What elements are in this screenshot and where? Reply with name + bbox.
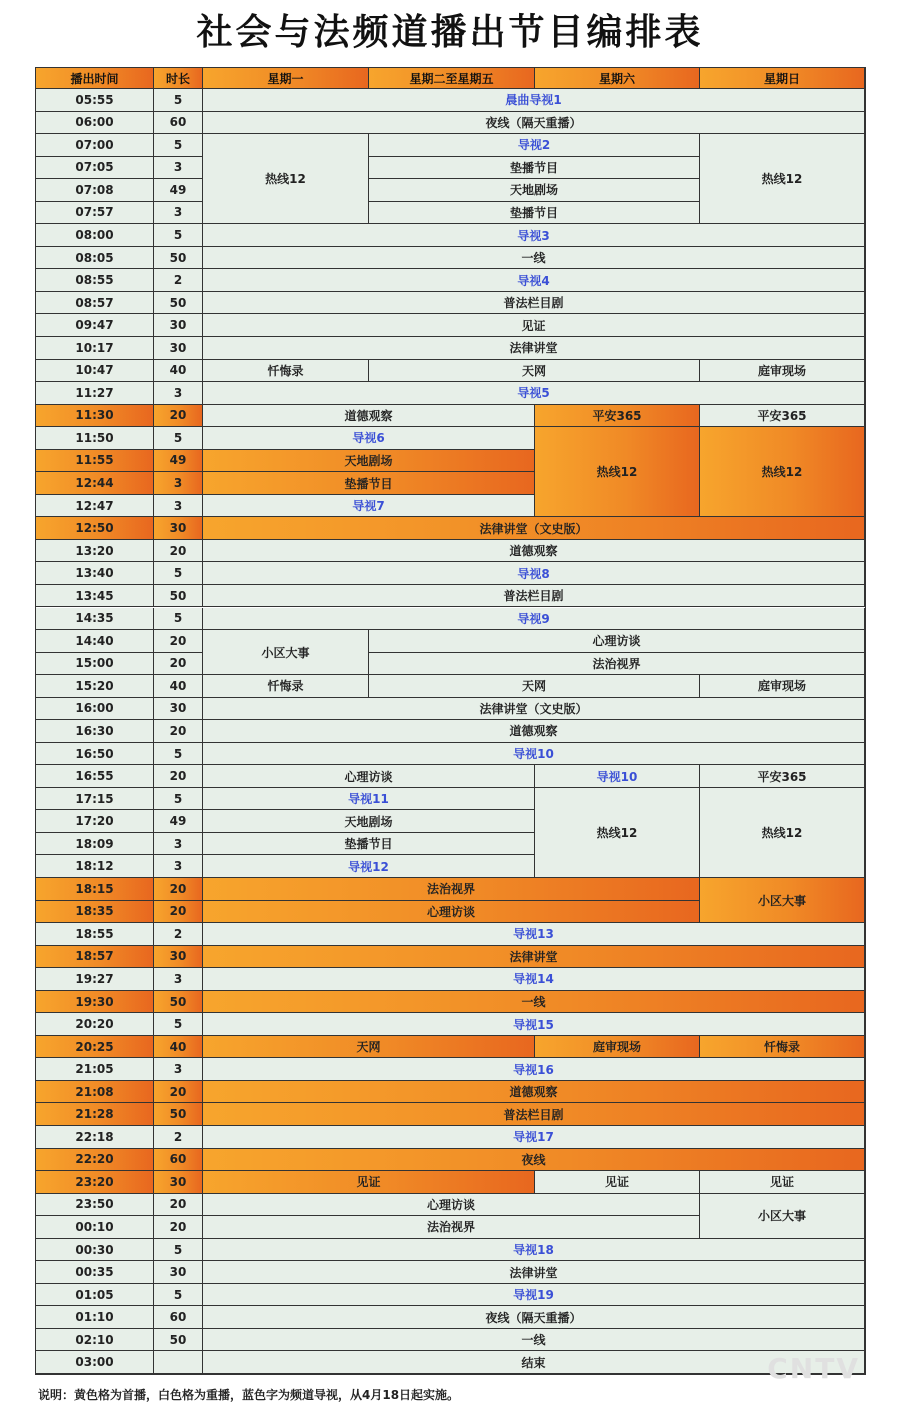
duration-cell: 5 xyxy=(154,562,203,585)
time-cell: 19:30 xyxy=(36,991,154,1014)
program-cell: 导视12 xyxy=(203,855,535,878)
program-cell: 忏悔录 xyxy=(203,360,369,383)
footnote: 说明：黄色格为首播，白色格为重播，蓝色字为频道导视，从4月18日起实施。 xyxy=(38,1388,460,1402)
time-cell: 07:57 xyxy=(36,202,154,225)
time-cell: 14:40 xyxy=(36,630,154,653)
program-cell: 导视11 xyxy=(203,788,535,811)
duration-cell: 20 xyxy=(154,1216,203,1239)
time-cell: 08:55 xyxy=(36,269,154,292)
time-cell: 18:12 xyxy=(36,855,154,878)
program-cell: 小区大事 xyxy=(700,878,865,923)
program-cell: 天网 xyxy=(369,360,700,383)
program-cell: 导视13 xyxy=(203,923,865,946)
duration-cell: 30 xyxy=(154,1171,203,1194)
duration-cell: 20 xyxy=(154,1081,203,1104)
program-cell: 导视5 xyxy=(203,382,865,405)
program-cell: 庭审现场 xyxy=(700,675,865,698)
program-cell: 心理访谈 xyxy=(203,901,700,924)
duration-cell: 5 xyxy=(154,743,203,766)
time-cell: 16:50 xyxy=(36,743,154,766)
program-cell: 平安365 xyxy=(700,405,865,428)
time-cell: 18:35 xyxy=(36,901,154,924)
duration-cell: 50 xyxy=(154,247,203,270)
time-cell: 18:57 xyxy=(36,946,154,969)
program-cell: 热线12 xyxy=(700,788,865,878)
time-cell: 16:00 xyxy=(36,698,154,721)
duration-cell: 50 xyxy=(154,1103,203,1126)
program-cell: 见证 xyxy=(203,1171,535,1194)
duration-cell: 3 xyxy=(154,157,203,180)
time-cell: 02:10 xyxy=(36,1329,154,1352)
program-cell: 垫播节目 xyxy=(203,833,535,856)
duration-cell xyxy=(154,1351,203,1374)
header-duration: 时长 xyxy=(154,68,203,89)
program-cell: 法律讲堂 xyxy=(203,1261,865,1284)
header-saturday: 星期六 xyxy=(535,68,700,89)
time-cell: 07:08 xyxy=(36,179,154,202)
program-cell: 导视3 xyxy=(203,224,865,247)
duration-cell: 30 xyxy=(154,314,203,337)
program-cell: 心理访谈 xyxy=(203,765,535,788)
program-cell: 热线12 xyxy=(203,134,369,224)
time-cell: 07:05 xyxy=(36,157,154,180)
time-cell: 11:50 xyxy=(36,427,154,450)
header-monday: 星期一 xyxy=(203,68,369,89)
duration-cell: 50 xyxy=(154,1329,203,1352)
time-cell: 18:15 xyxy=(36,878,154,901)
program-cell: 天网 xyxy=(203,1036,535,1059)
duration-cell: 3 xyxy=(154,472,203,495)
time-cell: 00:30 xyxy=(36,1239,154,1262)
program-cell: 普法栏目剧 xyxy=(203,292,865,315)
duration-cell: 2 xyxy=(154,1126,203,1149)
duration-cell: 20 xyxy=(154,653,203,676)
watermark-logo: CNTV xyxy=(767,1352,860,1385)
program-cell: 一线 xyxy=(203,1329,865,1352)
duration-cell: 20 xyxy=(154,720,203,743)
time-cell: 01:05 xyxy=(36,1284,154,1307)
time-cell: 08:05 xyxy=(36,247,154,270)
duration-cell: 2 xyxy=(154,269,203,292)
program-cell: 道德观察 xyxy=(203,405,535,428)
program-cell: 法治视界 xyxy=(369,653,865,676)
time-cell: 00:10 xyxy=(36,1216,154,1239)
duration-cell: 20 xyxy=(154,405,203,428)
program-cell: 导视10 xyxy=(535,765,700,788)
program-cell: 庭审现场 xyxy=(535,1036,700,1059)
program-cell: 导视6 xyxy=(203,427,535,450)
program-cell: 法治视界 xyxy=(203,1216,700,1239)
program-cell: 道德观察 xyxy=(203,540,865,563)
duration-cell: 5 xyxy=(154,608,203,631)
duration-cell: 49 xyxy=(154,179,203,202)
time-cell: 21:08 xyxy=(36,1081,154,1104)
duration-cell: 2 xyxy=(154,923,203,946)
program-cell: 心理访谈 xyxy=(369,630,865,653)
program-cell: 垫播节目 xyxy=(369,157,700,180)
duration-cell: 30 xyxy=(154,946,203,969)
program-cell: 垫播节目 xyxy=(369,202,700,225)
header-sunday: 星期日 xyxy=(700,68,865,89)
time-cell: 08:57 xyxy=(36,292,154,315)
time-cell: 08:00 xyxy=(36,224,154,247)
program-cell: 导视18 xyxy=(203,1239,865,1262)
program-cell: 庭审现场 xyxy=(700,360,865,383)
program-cell: 小区大事 xyxy=(203,630,369,675)
duration-cell: 50 xyxy=(154,991,203,1014)
time-cell: 01:10 xyxy=(36,1306,154,1329)
program-cell: 夜线（隔天重播） xyxy=(203,112,865,135)
duration-cell: 3 xyxy=(154,855,203,878)
duration-cell: 5 xyxy=(154,788,203,811)
time-cell: 22:18 xyxy=(36,1126,154,1149)
duration-cell: 5 xyxy=(154,1013,203,1036)
program-cell: 导视17 xyxy=(203,1126,865,1149)
duration-cell: 3 xyxy=(154,202,203,225)
duration-cell: 60 xyxy=(154,1306,203,1329)
time-cell: 17:15 xyxy=(36,788,154,811)
time-cell: 17:20 xyxy=(36,810,154,833)
program-cell: 热线12 xyxy=(535,788,700,878)
duration-cell: 5 xyxy=(154,427,203,450)
program-cell: 道德观察 xyxy=(203,1081,865,1104)
header-time: 播出时间 xyxy=(36,68,154,89)
program-cell: 夜线（隔天重播） xyxy=(203,1306,865,1329)
program-cell: 热线12 xyxy=(700,134,865,224)
program-cell: 普法栏目剧 xyxy=(203,585,865,608)
duration-cell: 30 xyxy=(154,337,203,360)
program-cell: 导视4 xyxy=(203,269,865,292)
program-cell: 导视19 xyxy=(203,1284,865,1307)
time-cell: 00:35 xyxy=(36,1261,154,1284)
time-cell: 10:17 xyxy=(36,337,154,360)
program-cell: 法治视界 xyxy=(203,878,700,901)
duration-cell: 49 xyxy=(154,810,203,833)
program-cell: 平安365 xyxy=(535,405,700,428)
program-cell: 小区大事 xyxy=(700,1194,865,1239)
program-cell: 导视8 xyxy=(203,562,865,585)
duration-cell: 3 xyxy=(154,968,203,991)
program-cell: 法律讲堂（文史版） xyxy=(203,517,865,540)
program-cell: 见证 xyxy=(535,1171,700,1194)
program-cell: 见证 xyxy=(203,314,865,337)
time-cell: 22:20 xyxy=(36,1149,154,1172)
time-cell: 13:20 xyxy=(36,540,154,563)
program-cell: 法律讲堂 xyxy=(203,946,865,969)
program-cell: 天地剧场 xyxy=(203,450,535,473)
program-cell: 导视15 xyxy=(203,1013,865,1036)
program-cell: 热线12 xyxy=(700,427,865,517)
duration-cell: 20 xyxy=(154,540,203,563)
time-cell: 20:25 xyxy=(36,1036,154,1059)
time-cell: 23:20 xyxy=(36,1171,154,1194)
program-cell: 垫播节目 xyxy=(203,472,535,495)
header-tue-fri: 星期二至星期五 xyxy=(369,68,535,89)
duration-cell: 60 xyxy=(154,1149,203,1172)
time-cell: 16:55 xyxy=(36,765,154,788)
program-cell: 平安365 xyxy=(700,765,865,788)
duration-cell: 40 xyxy=(154,675,203,698)
time-cell: 05:55 xyxy=(36,89,154,112)
time-cell: 18:09 xyxy=(36,833,154,856)
time-cell: 07:00 xyxy=(36,134,154,157)
duration-cell: 40 xyxy=(154,1036,203,1059)
time-cell: 15:20 xyxy=(36,675,154,698)
program-cell: 导视2 xyxy=(369,134,700,157)
time-cell: 23:50 xyxy=(36,1194,154,1217)
program-cell: 导视10 xyxy=(203,743,865,766)
time-cell: 09:47 xyxy=(36,314,154,337)
time-cell: 21:05 xyxy=(36,1058,154,1081)
program-cell: 结束 xyxy=(203,1351,865,1374)
duration-cell: 30 xyxy=(154,698,203,721)
time-cell: 03:00 xyxy=(36,1351,154,1374)
program-cell: 见证 xyxy=(700,1171,865,1194)
time-cell: 12:50 xyxy=(36,517,154,540)
duration-cell: 20 xyxy=(154,878,203,901)
time-cell: 12:47 xyxy=(36,495,154,518)
time-cell: 10:47 xyxy=(36,360,154,383)
program-cell: 导视14 xyxy=(203,968,865,991)
program-cell: 导视7 xyxy=(203,495,535,518)
duration-cell: 5 xyxy=(154,134,203,157)
duration-cell: 40 xyxy=(154,360,203,383)
program-cell: 导视9 xyxy=(203,608,865,631)
program-cell: 天网 xyxy=(369,675,700,698)
time-cell: 12:44 xyxy=(36,472,154,495)
duration-cell: 20 xyxy=(154,765,203,788)
duration-cell: 5 xyxy=(154,224,203,247)
time-cell: 13:40 xyxy=(36,562,154,585)
duration-cell: 49 xyxy=(154,450,203,473)
duration-cell: 30 xyxy=(154,1261,203,1284)
time-cell: 20:20 xyxy=(36,1013,154,1036)
duration-cell: 3 xyxy=(154,382,203,405)
duration-cell: 5 xyxy=(154,1284,203,1307)
program-cell: 心理访谈 xyxy=(203,1194,700,1217)
time-cell: 13:45 xyxy=(36,585,154,608)
time-cell: 11:30 xyxy=(36,405,154,428)
time-cell: 18:55 xyxy=(36,923,154,946)
program-cell: 忏悔录 xyxy=(203,675,369,698)
page-title: 社会与法频道播出节目编排表 xyxy=(196,12,704,53)
time-cell: 21:28 xyxy=(36,1103,154,1126)
time-cell: 11:55 xyxy=(36,450,154,473)
program-cell: 天地剧场 xyxy=(369,179,700,202)
duration-cell: 5 xyxy=(154,89,203,112)
program-cell: 导视16 xyxy=(203,1058,865,1081)
duration-cell: 30 xyxy=(154,517,203,540)
time-cell: 11:27 xyxy=(36,382,154,405)
schedule-table xyxy=(35,67,866,1375)
program-cell: 忏悔录 xyxy=(700,1036,865,1059)
program-cell: 热线12 xyxy=(535,427,700,517)
duration-cell: 50 xyxy=(154,292,203,315)
program-cell: 夜线 xyxy=(203,1149,865,1172)
duration-cell: 3 xyxy=(154,833,203,856)
duration-cell: 60 xyxy=(154,112,203,135)
duration-cell: 20 xyxy=(154,630,203,653)
time-cell: 06:00 xyxy=(36,112,154,135)
program-cell: 法律讲堂 xyxy=(203,337,865,360)
program-cell: 普法栏目剧 xyxy=(203,1103,865,1126)
time-cell: 19:27 xyxy=(36,968,154,991)
program-cell: 法律讲堂（文史版） xyxy=(203,698,865,721)
program-cell: 道德观察 xyxy=(203,720,865,743)
program-cell: 晨曲导视1 xyxy=(203,89,865,112)
duration-cell: 3 xyxy=(154,1058,203,1081)
time-cell: 15:00 xyxy=(36,653,154,676)
duration-cell: 20 xyxy=(154,901,203,924)
duration-cell: 3 xyxy=(154,495,203,518)
time-cell: 14:35 xyxy=(36,608,154,631)
duration-cell: 50 xyxy=(154,585,203,608)
duration-cell: 20 xyxy=(154,1194,203,1217)
program-cell: 一线 xyxy=(203,247,865,270)
program-cell: 一线 xyxy=(203,991,865,1014)
duration-cell: 5 xyxy=(154,1239,203,1262)
time-cell: 16:30 xyxy=(36,720,154,743)
program-cell: 天地剧场 xyxy=(203,810,535,833)
